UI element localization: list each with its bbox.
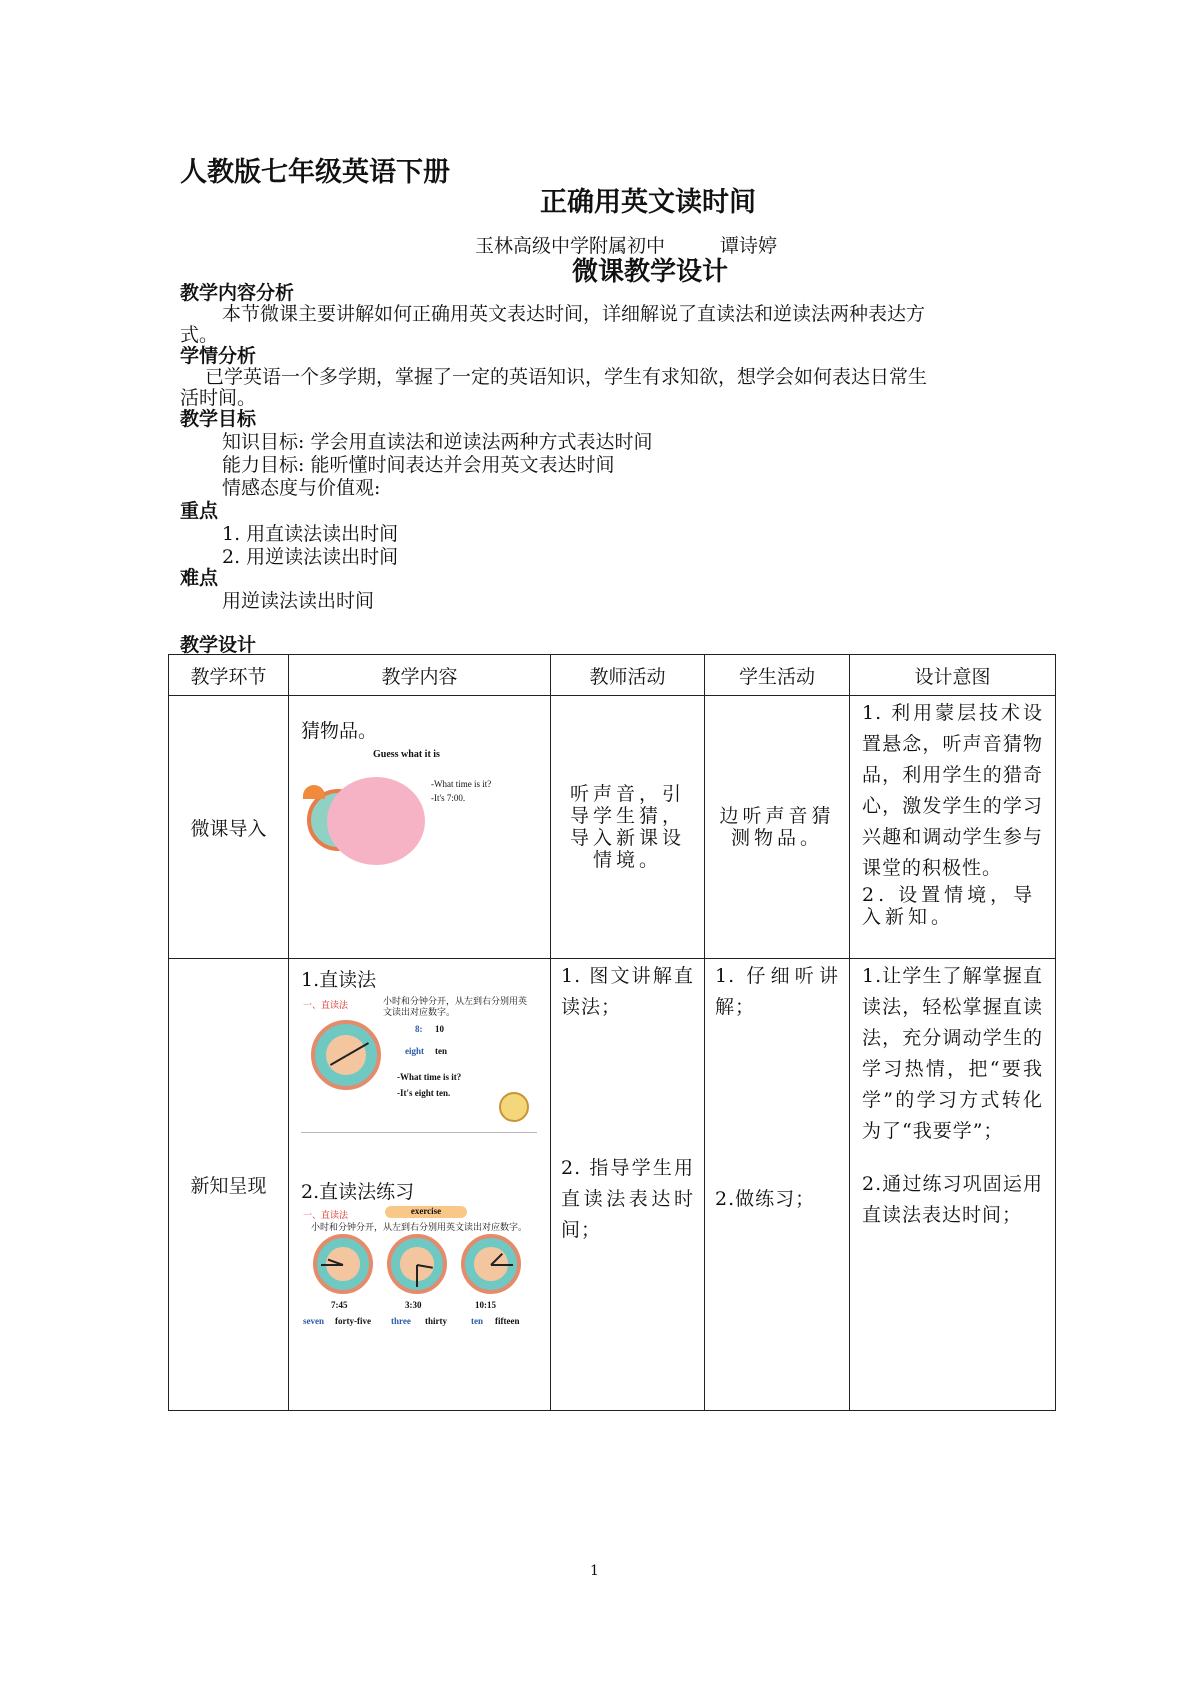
objective-ability: 能力目标: 能听懂时间表达并会用英文表达时间 bbox=[222, 454, 615, 476]
content-caption: 2.直读法练习 bbox=[301, 1181, 415, 1203]
objective-knowledge: 知识目标: 学会用直读法和逆读法两种方式表达时间 bbox=[222, 431, 653, 453]
time-label: 3:30 bbox=[405, 1300, 422, 1310]
difficult-point-1: 用逆读法读出时间 bbox=[222, 590, 375, 612]
hour-word: ten bbox=[471, 1316, 483, 1326]
teacher-cell bbox=[551, 696, 705, 959]
direct-reading-slide bbox=[301, 996, 537, 1133]
rooster-clock-icon bbox=[499, 1092, 529, 1122]
clock-icon bbox=[461, 1234, 521, 1294]
stage-cell bbox=[169, 959, 289, 1411]
teacher-cell bbox=[551, 959, 705, 1411]
objective-emotion: 情感态度与价值观: bbox=[222, 477, 381, 499]
clock-icon bbox=[311, 1020, 381, 1090]
lesson-title: 正确用英文读时间 bbox=[540, 187, 756, 218]
minute-word: forty-five bbox=[335, 1316, 371, 1326]
stage-label: 新知呈现 bbox=[190, 1175, 267, 1197]
design-table bbox=[168, 654, 1056, 1411]
column-header: 教师活动 bbox=[551, 655, 705, 696]
content-caption: 猜物品。 bbox=[301, 720, 378, 742]
slide-tag: 一、直读法 bbox=[303, 1000, 349, 1010]
slide-question: -What time is it? bbox=[397, 1072, 462, 1082]
clock-icon bbox=[313, 1234, 373, 1294]
course-title: 人教版七年级英语下册 bbox=[180, 157, 450, 188]
teacher-name: 谭诗婷 bbox=[720, 235, 778, 257]
slide-rule: 小时和分钟分开，从左到右分别用英文读出对应数字。 bbox=[311, 1222, 528, 1232]
key-point-1: 1. 用直读法读出时间 bbox=[222, 523, 399, 545]
slide-title: Guess what it is bbox=[373, 749, 440, 760]
hour-word: eight bbox=[405, 1046, 424, 1056]
key-point-2: 2. 用逆读法读出时间 bbox=[222, 546, 399, 568]
hour-word: three bbox=[391, 1316, 411, 1326]
guess-slide bbox=[303, 749, 543, 879]
mask-overlay bbox=[327, 777, 425, 865]
slide-tag: 一、直读法 bbox=[303, 1210, 349, 1220]
table-header-row bbox=[169, 655, 1056, 696]
student-activity: 2.做练习； bbox=[715, 1188, 816, 1210]
exercise-badge: exercise bbox=[385, 1206, 467, 1218]
content-analysis-heading: 教学内容分析 bbox=[180, 282, 295, 304]
design-heading: 教学设计 bbox=[180, 634, 257, 656]
teacher-activity: 听声音，引导学生猜，导入新课设情境。 bbox=[569, 783, 685, 871]
column-header: 教学内容 bbox=[289, 655, 551, 696]
teacher-activity: 2. 指导学生用直读法表达时间； bbox=[561, 1157, 694, 1241]
student-cell bbox=[705, 696, 850, 959]
table-row bbox=[169, 959, 1056, 1411]
content-cell bbox=[289, 959, 551, 1411]
stage-cell bbox=[169, 696, 289, 959]
time-label: 7:45 bbox=[331, 1300, 348, 1310]
minute-word: ten bbox=[435, 1046, 447, 1056]
slide-rule: 小时和分钟分开，从左到右分别用英文读出对应数字。 bbox=[383, 996, 528, 1017]
slide-question: -What time is it? bbox=[431, 779, 492, 789]
column-header: 学生活动 bbox=[705, 655, 850, 696]
column-header: 设计意图 bbox=[850, 655, 1056, 696]
student-activity: 1. 仔细听讲解； bbox=[715, 965, 839, 1018]
teacher-activity: 1. 图文讲解直读法； bbox=[561, 965, 694, 1018]
slide-answer: -It's 7:00. bbox=[431, 793, 466, 803]
student-activity: 边听声音猜测物品。 bbox=[719, 805, 835, 849]
design-title: 微课教学设计 bbox=[572, 257, 729, 287]
content-analysis-line2: 式。 bbox=[180, 324, 219, 346]
hour-digit: 8: bbox=[415, 1024, 423, 1034]
intent-text-2: 2. 设置情境，导入新知。 bbox=[862, 884, 1037, 928]
minute-word: thirty bbox=[425, 1316, 447, 1326]
intent-cell bbox=[850, 696, 1056, 959]
student-cell bbox=[705, 959, 850, 1411]
minute-word: fifteen bbox=[495, 1316, 520, 1326]
content-analysis-line1: 本节微课主要讲解如何正确用英文表达时间，详细解说了直读法和逆读法两种表达方 bbox=[222, 303, 926, 325]
slide-answer: -It's eight ten. bbox=[397, 1088, 451, 1098]
objectives-heading: 教学目标 bbox=[180, 408, 257, 430]
student-analysis-heading: 学情分析 bbox=[180, 345, 257, 367]
alarm-bell-icon bbox=[303, 785, 325, 799]
minute-digit: 10 bbox=[435, 1024, 444, 1034]
intent-text: 1.让学生了解掌握直读法，轻松掌握直读法，充分调动学生的学习热情，把“要我学”的学习方式转化为了“我要学”； bbox=[862, 965, 1043, 1142]
intent-text: 2.通过练习巩固运用直读法表达时间； bbox=[862, 1173, 1043, 1226]
student-analysis-line2: 活时间。 bbox=[180, 387, 257, 409]
column-header: 教学环节 bbox=[169, 655, 289, 696]
key-points-heading: 重点 bbox=[180, 500, 219, 522]
content-cell bbox=[289, 696, 551, 959]
difficult-points-heading: 难点 bbox=[180, 567, 219, 589]
hour-word: seven bbox=[303, 1316, 324, 1326]
student-analysis-line1: 已学英语一个多学期，掌握了一定的英语知识，学生有求知欲，想学会如何表达日常生 bbox=[205, 366, 928, 388]
clock-icon bbox=[387, 1234, 447, 1294]
content-caption: 1.直读法 bbox=[301, 969, 377, 991]
school-name: 玉林高级中学附属初中 bbox=[475, 235, 666, 257]
time-label: 10:15 bbox=[475, 1300, 496, 1310]
stage-label: 微课导入 bbox=[190, 817, 267, 840]
intent-cell bbox=[850, 959, 1056, 1411]
table-row bbox=[169, 696, 1056, 959]
intent-text: 1. 利用蒙层技术设置悬念，听声音猜物品，利用学生的猎奇心，激发学生的学习兴趣和调动学生参与课堂的积极性。 bbox=[862, 702, 1043, 879]
practice-slide bbox=[301, 1206, 537, 1336]
page-number: 1 bbox=[590, 1563, 599, 1579]
